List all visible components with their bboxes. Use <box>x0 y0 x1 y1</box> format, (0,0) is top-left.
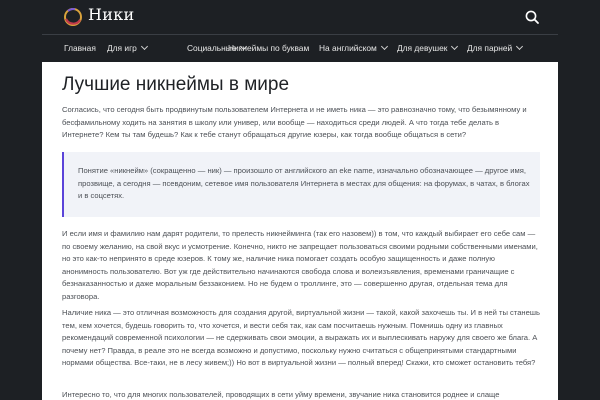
nav-item-home[interactable] <box>64 43 96 53</box>
nav-item-label: Социальные <box>187 43 237 53</box>
article-paragraph: Интересно то, что для многих пользователей, проводящих в сети уйму времени, звучание ника становится роднее и слаще <box>62 390 500 399</box>
page-title: Лучшие никнеймы в мире <box>62 74 290 95</box>
intro-paragraph: Согласись, что сегодня быть продвинутым пользователем Интернета и не иметь ника — это равнозначно тому, что безымянному и бесфамильному ходить на занятия в школу или универ, или вообще — находиться среди людей. А что тогда тебе делать в Интернете? Кем ты там будешь? Как к тебе станут обращаться другие юзеры, как тогда вообще общаться в сети? <box>62 105 527 140</box>
search-icon[interactable] <box>524 9 540 25</box>
quote-text: Понятие «никнейм» (сокращенно — ник) — произошло от английского an eke name, изначально обозначающее — другое имя, прозвище, а сегодня — псевдоним, сетевое имя пользователя Интернета в местах для общения: на форумах, в чатах, в блогах и в соцсетях. <box>78 166 530 201</box>
article-content <box>42 62 558 400</box>
chevron-down-icon <box>516 43 523 50</box>
nav-item-label: На английском <box>319 43 377 53</box>
top-bar <box>0 0 600 34</box>
nav-item-label: Для девушек <box>397 43 448 53</box>
site-name[interactable]: Ники <box>88 5 135 24</box>
nav-item-label: Для парней <box>467 43 513 53</box>
chevron-down-icon <box>451 43 458 50</box>
nav-item-label: Никнеймы по буквам <box>228 43 310 53</box>
nav-item-for-guys[interactable] <box>467 43 522 53</box>
nav-item-english[interactable] <box>319 43 387 53</box>
article-paragraph: И если имя и фамилию нам дарят родители, то прелесть никнейминга (так его назовем)) в том, что каждый выбирает его себе сам — по своему желанию, на свой вкус и усмотрение. Конечно, никто не запрещает пользоваться своими родными собственными именами, но это как-то непринято в среде юзеров. К тому же, наличие ника помогает создать особую защищенность и даже полную анонимность пользователю. Вот уж где действительно начинаются свобода слова и волеизъявления, временами граничащие с безнаказанностью и даже моральным беззаконием. Но не будем о троллинге, это — совершенно другая, отдельная тема для разговора. <box>62 229 538 301</box>
main-navigation <box>42 34 558 62</box>
nav-item-games[interactable] <box>107 43 147 53</box>
nav-item-label: Главная <box>64 43 96 53</box>
ring-logo-icon[interactable] <box>62 6 84 28</box>
chevron-down-icon <box>141 43 148 50</box>
quote-block <box>62 152 540 217</box>
nav-item-for-girls[interactable] <box>397 43 457 53</box>
chevron-down-icon <box>381 43 388 50</box>
nav-item-label: Для игр <box>107 43 137 53</box>
article-paragraph: Наличие ника — это отличная возможность для создания другой, виртуальной жизни — такой, какой захочешь ты. И в ней ты станешь тем, кем хочется, будешь говорить то, что хочется, и вести себя так, как сам посчитаешь нужным. Помнишь одну из главных рекомендаций современной психологии — не сдерживать свои эмоции, а выражать их и выплескивать наружу для своего же блага. А почему нет? Правда, в реале это не всегда возможно и допустимо, поскольку нужно считаться с общепринятыми стандартными нормами общества. Все-таки, не в лесу живем;)) Но вот в виртуальной жизни — полный вперед! Скажи, кто сможет остановить тебя? <box>62 308 540 368</box>
nav-item-by-letters[interactable] <box>228 43 309 53</box>
